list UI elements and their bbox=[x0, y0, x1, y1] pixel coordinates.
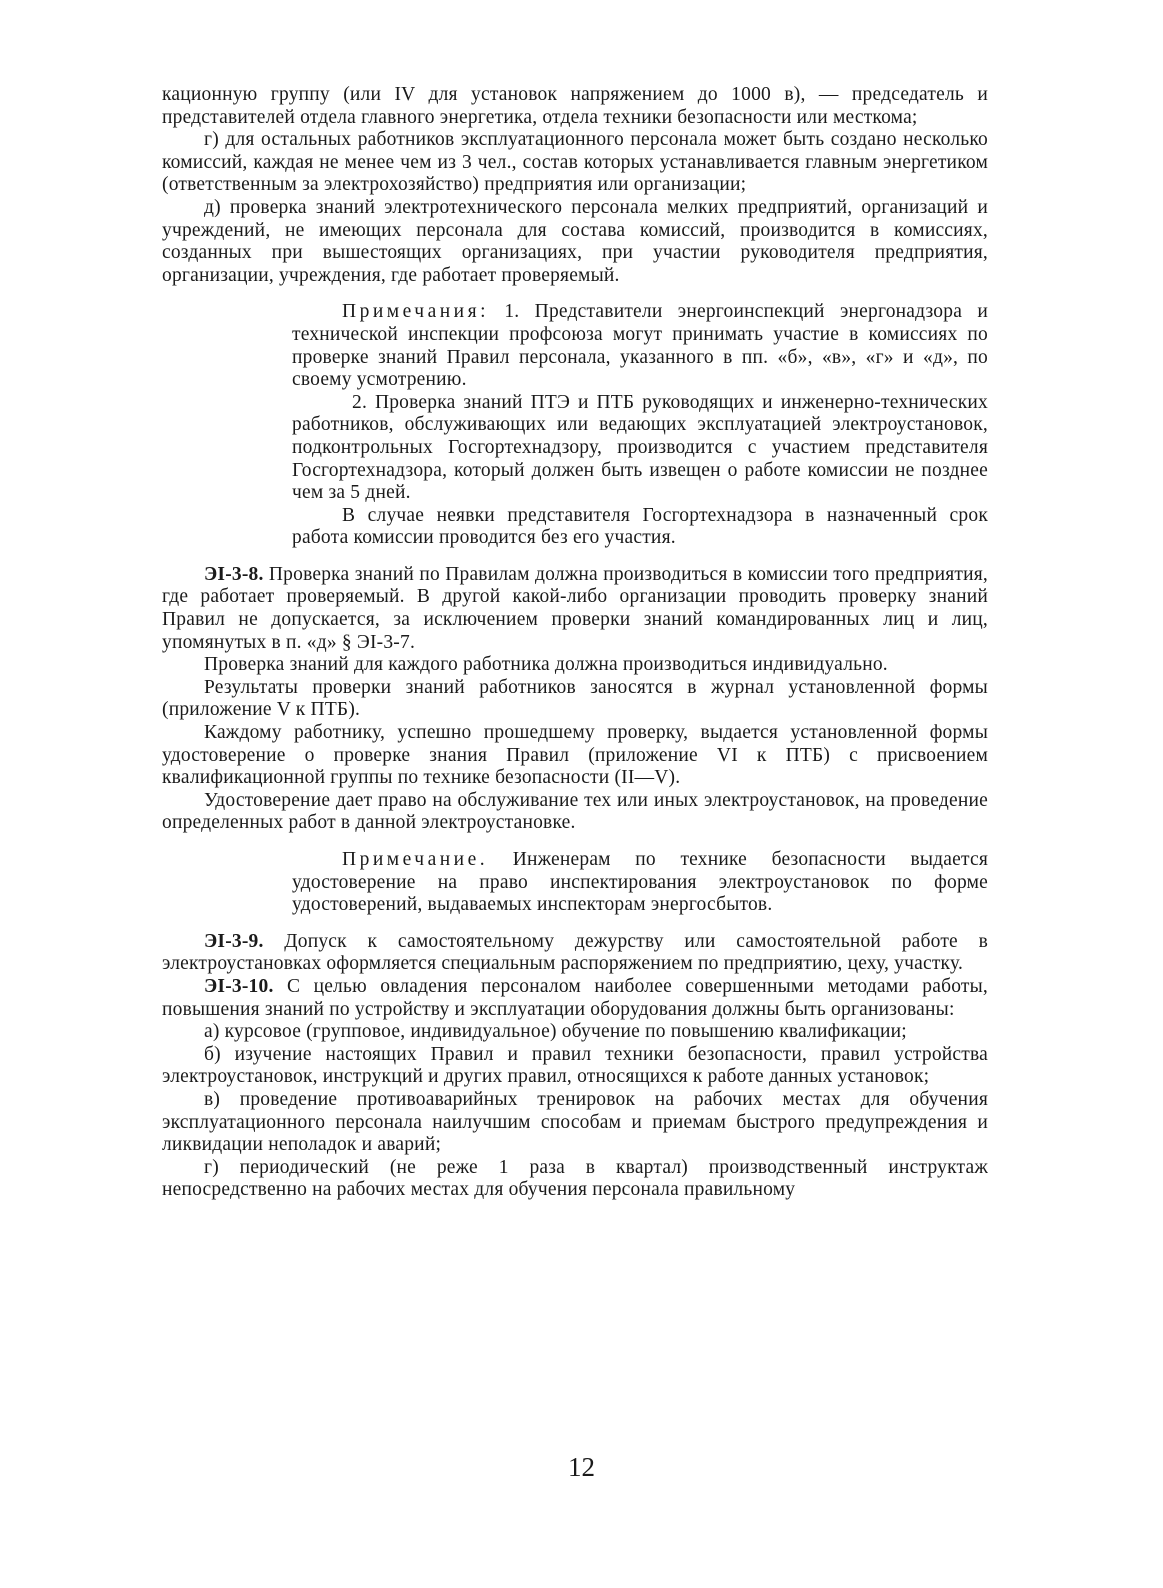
section-3-10-item-b: б) изучение настоящих Правил и правил техники безопасности, правил устройства электроустановок, инструкций и других правил, относящихся к работе данных установок; bbox=[162, 1043, 988, 1088]
notes-block bbox=[292, 301, 988, 550]
section-3-8-p5: Удостоверение дает право на обслуживание тех или иных электроустановок, на проведение определенных работ в данной электроустановке. bbox=[162, 789, 988, 834]
section-3-10-item-v: в) проведение противоаварийных тренировок на рабочих местах для обучения эксплуатационного персонала наилучшим способам и приемам быстрого предупреждения и ликвидации неполадок и аварий; bbox=[162, 1088, 988, 1156]
section-3-8-p2: Проверка знаний для каждого работника должна производиться индивидуально. bbox=[204, 654, 888, 676]
paragraph-item-g: г) для остальных работников эксплуатационного персонала может быть создано несколько комиссий, каждая не менее чем из 3 чел., состав которых устанавливается главным энергетиком (ответственным за электрохозяйство) предприятия или организации; bbox=[162, 129, 988, 196]
section-3-9-number: ЭI-3-9. bbox=[204, 930, 264, 952]
note-2-body: Инженерам по технике безопасности выдается удостоверение на право инспектирования электроустановок по форме удостоверений, выдаваемых инспекторам энергосбытов. bbox=[292, 849, 988, 916]
section-3-8-p3: Результаты проверки знаний работников заносятся в журнал установленной формы (приложение V к ПТБ). bbox=[162, 676, 988, 721]
note-item-3: В случае неявки представителя Госгортехнадзора в назначенный срок работа комиссии проводится без его участия. bbox=[292, 504, 988, 549]
note-block-2 bbox=[292, 849, 988, 917]
section-3-8-text: Проверка знаний по Правилам должна производиться в комиссии того предприятия, где работает проверяемый. В другой какой-либо организации проводить проверку знаний Правил не допускается, за исключением проверки знаний командированных лиц и лиц, упомянутых в п. «д» § ЭI-3-7. bbox=[162, 563, 988, 653]
section-3-10-text: С целью овладения персоналом наиболее совершенными методами работы, повышения знаний по устройству и эксплуатации оборудования должны быть организованы: bbox=[162, 975, 988, 1020]
note-item-1-text: 1. Представители энергоинспекций энергонадзора и технической инспекции профсоюза могут принимать участие в комиссиях по проверке знаний Правил персонала, указанного в пп. «б», «в», «г» и «д», по своему усмотрению. bbox=[292, 301, 988, 391]
section-3-9-text: Допуск к самостоятельному дежурству или самостоятельной работе в электроустановках оформляется специальным распоряжением по предприятию, цеху, участку. bbox=[162, 930, 988, 975]
note-item-1 bbox=[292, 301, 988, 391]
paragraph-continuation: кационную группу (или IV для установок напряжением до 1000 в), — председатель и представителей отдела главного энергетика, отдела техники безопасности или месткома; bbox=[162, 84, 988, 128]
section-3-10 bbox=[162, 976, 988, 1021]
section-3-10-item-g: г) периодический (не реже 1 раза в квартал) производственный инструктаж непосредственно на рабочих местах для обучения персонала правильному bbox=[162, 1156, 988, 1201]
section-3-8-p4: Каждому работнику, успешно прошедшему проверку, выдается установленной формы удостоверение о проверке знания Правил (приложение VI к ПТБ) с присвоением квалификационной группы по технике безопасности (II—V). bbox=[162, 722, 988, 789]
section-3-8 bbox=[162, 564, 988, 654]
section-3-10-number: ЭI-3-10. bbox=[204, 975, 274, 997]
note-2-heading: Примечание. bbox=[342, 849, 489, 870]
section-3-10-item-a: а) курсовое (групповое, индивидуальное) обучение по повышению квалификации; bbox=[204, 1021, 907, 1043]
section-3-8-number: ЭI-3-8. bbox=[204, 563, 264, 585]
note-2-text bbox=[292, 849, 988, 917]
page-number: 12 bbox=[568, 1452, 595, 1482]
page-body bbox=[162, 84, 988, 1202]
note-item-2: 2. Проверка знаний ПТЭ и ПТБ руководящих и инженерно-технических работников, обслуживающих или ведающих эксплуатацией электроустановок, подконтрольных Госгортехнадзору, производится с участием представителя Госгортехнадзора, который должен быть извещен о работе комиссии не позднее чем за 5 дней. bbox=[292, 391, 988, 504]
paragraph-item-d: д) проверка знаний электротехнического персонала мелких предприятий, организаций и учреждений, не имеющих персонала для состава комиссий, производится в комиссиях, созданных при вышестоящих организациях, при участии руководителя предприятия, организации, учреждения, где работает проверяемый. bbox=[162, 196, 988, 286]
section-3-9 bbox=[162, 931, 988, 976]
notes-heading: Примечания: bbox=[342, 301, 489, 323]
